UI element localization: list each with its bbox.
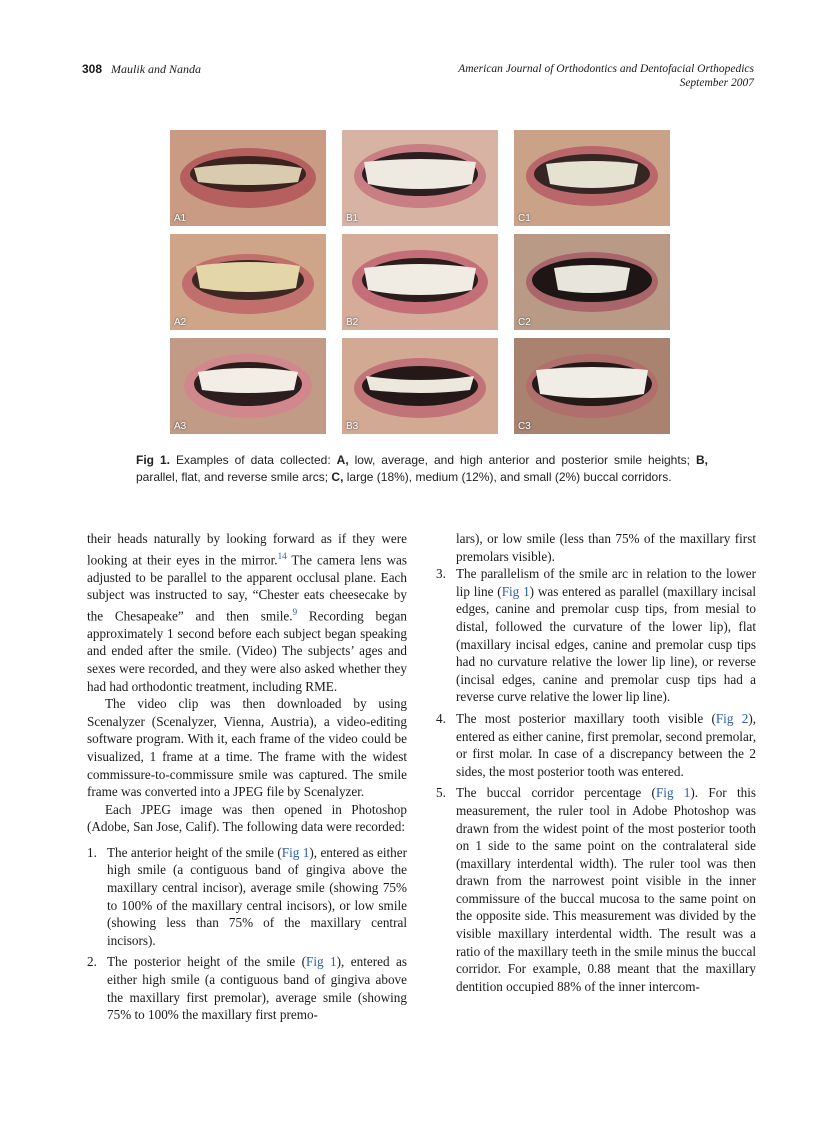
list-continuation: lars), or low smile (less than 75% of the maxillary first premolars visible). [456,531,756,564]
text: ), entered as either high smile (a contiguous band of gingiva above the maxillary central incisor), average smile (showing 75% to 100% of the maxillary central incisors), or low smile (showing less than 75% of the maxillary central incisors). [107,844,408,948]
text: The most posterior maxillary tooth visible ( [456,710,716,726]
list-item [436,784,756,995]
left-column [87,530,407,1028]
caption-part-b: B, [696,453,708,467]
panel-label: A2 [174,317,187,328]
right-column [436,530,756,999]
smile-photo-c3 [514,338,670,434]
text: The anterior height of the smile ( [107,844,282,860]
data-list [87,844,407,1024]
caption-label: Fig 1. [136,453,170,467]
panel-label: A3 [174,421,187,432]
panel-label: A1 [174,213,187,224]
smile-photo-b1 [342,130,498,226]
list-number: 2. [87,954,97,970]
text: The parallelism of the smile arc in relation to the lower lip line ( [456,566,756,599]
text: The camera lens was adjusted to be parallel to the apparent occlusal plane. Each subject was instructed to say, “Chester eats cheesecake by the Chesapeake” and then smile. [87,551,408,624]
smile-photo-c1 [514,130,670,226]
paragraph [87,530,407,695]
smile-photo-c2 [514,234,670,330]
text: Recording began approximately 1 second before each subject began speaking and ended after the smile. (Video) The subjects’ ages and sexes were recorded, and they were also asked whether they had had orthodontic treatment, including RME. [87,608,408,694]
paragraph: Each JPEG image was then opened in Photoshop (Adobe, San Jose, Calif). The following data were recorded: [87,801,407,835]
citation-9[interactable]: 9 [292,606,298,617]
running-authors: Maulik and Nanda [111,62,202,76]
fig-link[interactable]: Fig 1 [501,583,530,599]
journal-title: American Journal of Orthodontics and Dentofacial Orthopedics [458,63,754,75]
text: ). For this measurement, the ruler tool in Adobe Photoshop was drawn from the widest point of the most posterior tooth on 1 side to the same point on the contralateral side (maxillary interdental width). The ruler tool was then drawn from the narrowest point visible in the inner commissure of the buccal mucosa to the same point on the opposite side. This measurement was divided by the visible maxillary interdental width. The result was a ratio of the maxillary teeth in the smile minus the buccal corridor. For example, 0.88 meant that the maxillary dentition occupied 88% of the inner intercom- [456,785,756,994]
text: ) was entered as parallel (maxillary incisal edges, canine and premolar cusp tips, from mesial to distal, followed the curvature of the lower lip), flat (maxillary incisal edges, canine and premolar cusp tips had no curvature relative the lower lip line), or reverse (incisal edges, canine and premolar cusp tips had a reverse curve relative the lower lip line). [456,583,757,705]
list-item [436,565,756,706]
panel-label: C3 [518,421,531,432]
panel-label: C2 [518,317,531,328]
smile-photo-a1 [170,130,326,226]
panel-label: B3 [346,421,359,432]
smile-photo-b3 [342,338,498,434]
list-number: 3. [436,566,446,582]
list-item [87,953,407,1023]
list-item [436,710,756,780]
smile-photo-a3 [170,338,326,434]
caption-text: Examples of data collected: [169,453,337,467]
smile-photo-b2 [342,234,498,330]
fig-link[interactable]: Fig 1 [655,785,691,801]
list-number: 5. [436,785,446,801]
panel-label: B1 [346,213,359,224]
text: The posterior height of the smile ( [107,954,307,970]
page-header-left [82,62,201,77]
citation-14[interactable]: 14 [277,550,287,561]
text: The buccal corridor percentage ( [456,785,656,801]
page-header-right [458,62,754,90]
text: ), entered as either high smile (a contiguous band of gingiva above the maxillary first premolar), average smile (showing 75% to 100% the maxillary first premo- [107,954,407,1023]
caption-part-a: A, [336,453,349,467]
figure-caption [136,452,708,486]
caption-text: parallel, flat, and reverse smile arcs; [136,470,332,484]
smile-photo-a2 [170,234,326,330]
caption-text: low, average, and high anterior and posterior smile heights; [348,453,696,467]
page-number: 308 [82,62,103,76]
caption-part-c: C, [331,470,344,484]
figure-1 [170,130,670,436]
paragraph: The video clip was then downloaded by using Scenalyzer (Scenalyzer, Vienna, Austria), a video-editing software program. With it, each frame of the video could be visualized, 1 frame at a time. The frame with the widest commissure-to-commissure smile was captured. The smile frame was converted into a JPEG file by Scenalyzer. [87,696,407,800]
issue-date: September 2007 [679,77,754,89]
list-number: 4. [436,710,446,726]
panel-label: C1 [518,213,531,224]
panel-label: B2 [346,317,359,328]
fig-link[interactable]: Fig 1 [306,954,337,970]
list-number: 1. [87,844,97,860]
text: ), entered as either canine, first premolar, second premolar, or first molar. In case of a discrepancy between the 2 sides, the most posterior tooth was entered. [456,710,757,779]
caption-text: large (18%), medium (12%), and small (2%) buccal corridors. [343,470,672,484]
fig-link[interactable]: Fig 1 [281,844,310,860]
list-item [87,844,407,950]
text: their heads naturally by looking forward as if they were looking at their eyes in the mirror. [87,531,407,567]
data-list [436,565,756,995]
fig-link[interactable]: Fig 2 [715,710,749,726]
